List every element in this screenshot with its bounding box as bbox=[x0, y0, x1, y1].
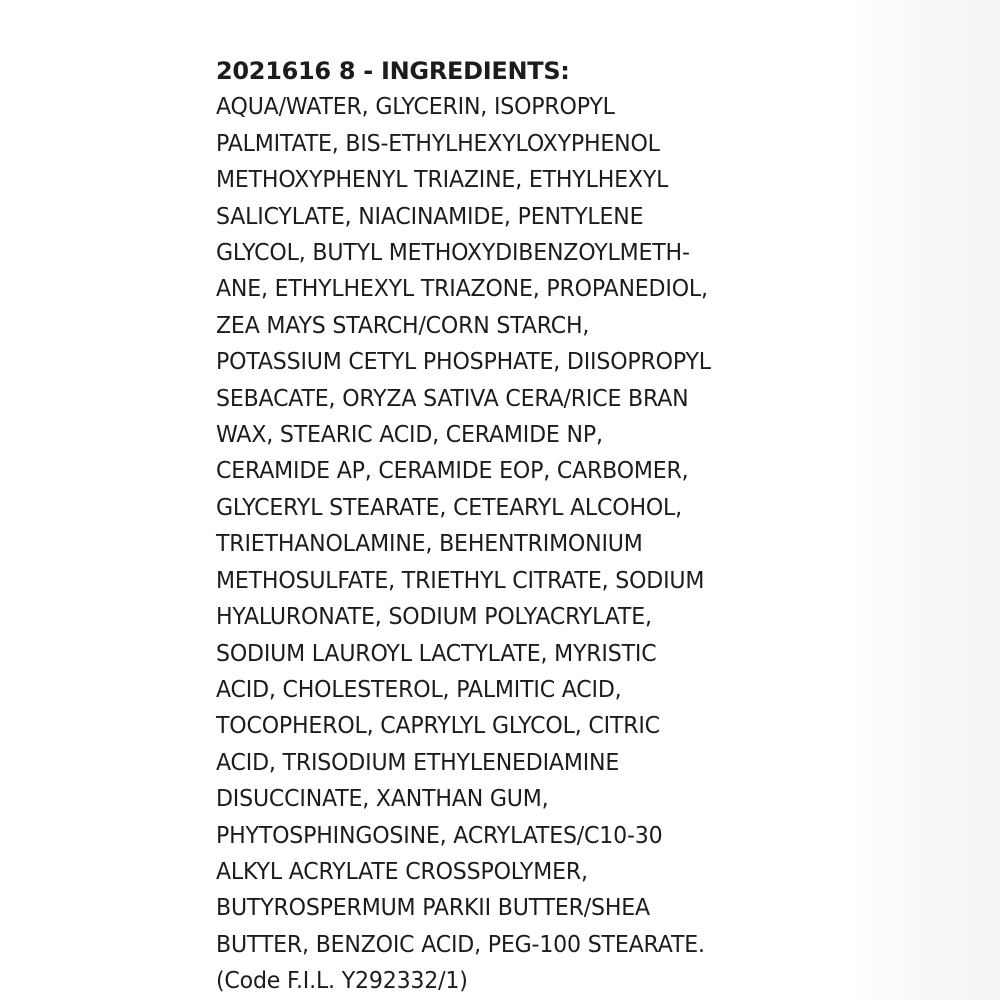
ingredient-line: GLYCERYL STEARATE, CETEARYL ALCOHOL, bbox=[216, 494, 682, 521]
ingredient-line: ZEA MAYS STARCH/CORN STARCH, bbox=[216, 312, 590, 339]
ingredient-line: SEBACATE, ORYZA SATIVA CERA/RICE BRAN bbox=[216, 385, 689, 412]
ingredient-line: DISUCCINATE, XANTHAN GUM, bbox=[216, 786, 549, 813]
ingredient-line: BUTTER, BENZOIC ACID, PEG-100 STEARATE. bbox=[216, 931, 705, 958]
ingredient-line: SALICYLATE, NIACINAMIDE, PENTYLENE bbox=[216, 203, 644, 230]
ingredient-line: ACID, CHOLESTEROL, PALMITIC ACID, bbox=[216, 676, 622, 703]
ingredient-line: PALMITATE, BIS-ETHYLHEXYLOXYPHENOL bbox=[216, 130, 660, 157]
ingredient-line: CERAMIDE AP, CERAMIDE EOP, CARBOMER, bbox=[216, 458, 689, 485]
ingredient-line: ANE, ETHYLHEXYL TRIAZONE, PROPANEDIOL, bbox=[216, 276, 708, 303]
ingredient-line: WAX, STEARIC ACID, CERAMIDE NP, bbox=[216, 422, 603, 449]
ingredient-line: BUTYROSPERMUM PARKII BUTTER/SHEA bbox=[216, 895, 650, 922]
ingredients-text-block bbox=[216, 53, 816, 1000]
ingredient-line: ACID, TRISODIUM ETHYLENEDIAMINE bbox=[216, 749, 620, 776]
ingredients-heading: 2021616 8 - INGREDIENTS: bbox=[216, 57, 570, 85]
ingredient-line: AQUA/WATER, GLYCERIN, ISOPROPYL bbox=[216, 94, 615, 121]
product-code: (Code F.I.L. Y292332/1) bbox=[216, 968, 468, 995]
ingredient-line: ALKYL ACRYLATE CROSSPOLYMER, bbox=[216, 858, 588, 885]
ingredient-line: METHOSULFATE, TRIETHYL CITRATE, SODIUM bbox=[216, 567, 705, 594]
ingredients-list bbox=[216, 89, 816, 963]
ingredient-line: POTASSIUM CETYL PHOSPHATE, DIISOPROPYL bbox=[216, 349, 711, 376]
ingredient-line: TOCOPHEROL, CAPRYLYL GLYCOL, CITRIC bbox=[216, 713, 660, 740]
ingredient-line: HYALURONATE, SODIUM POLYACRYLATE, bbox=[216, 604, 652, 631]
ingredient-line: PHYTOSPHINGOSINE, ACRYLATES/C10-30 bbox=[216, 822, 663, 849]
ingredient-line: GLYCOL, BUTYL METHOXYDIBENZOYLMETH- bbox=[216, 240, 690, 267]
label-edge-shadow bbox=[850, 0, 1000, 1000]
ingredient-line: METHOXYPHENYL TRIAZINE, ETHYLHEXYL bbox=[216, 167, 669, 194]
ingredient-line: TRIETHANOLAMINE, BEHENTRIMONIUM bbox=[216, 531, 643, 558]
ingredient-line: SODIUM LAUROYL LACTYLATE, MYRISTIC bbox=[216, 640, 657, 667]
